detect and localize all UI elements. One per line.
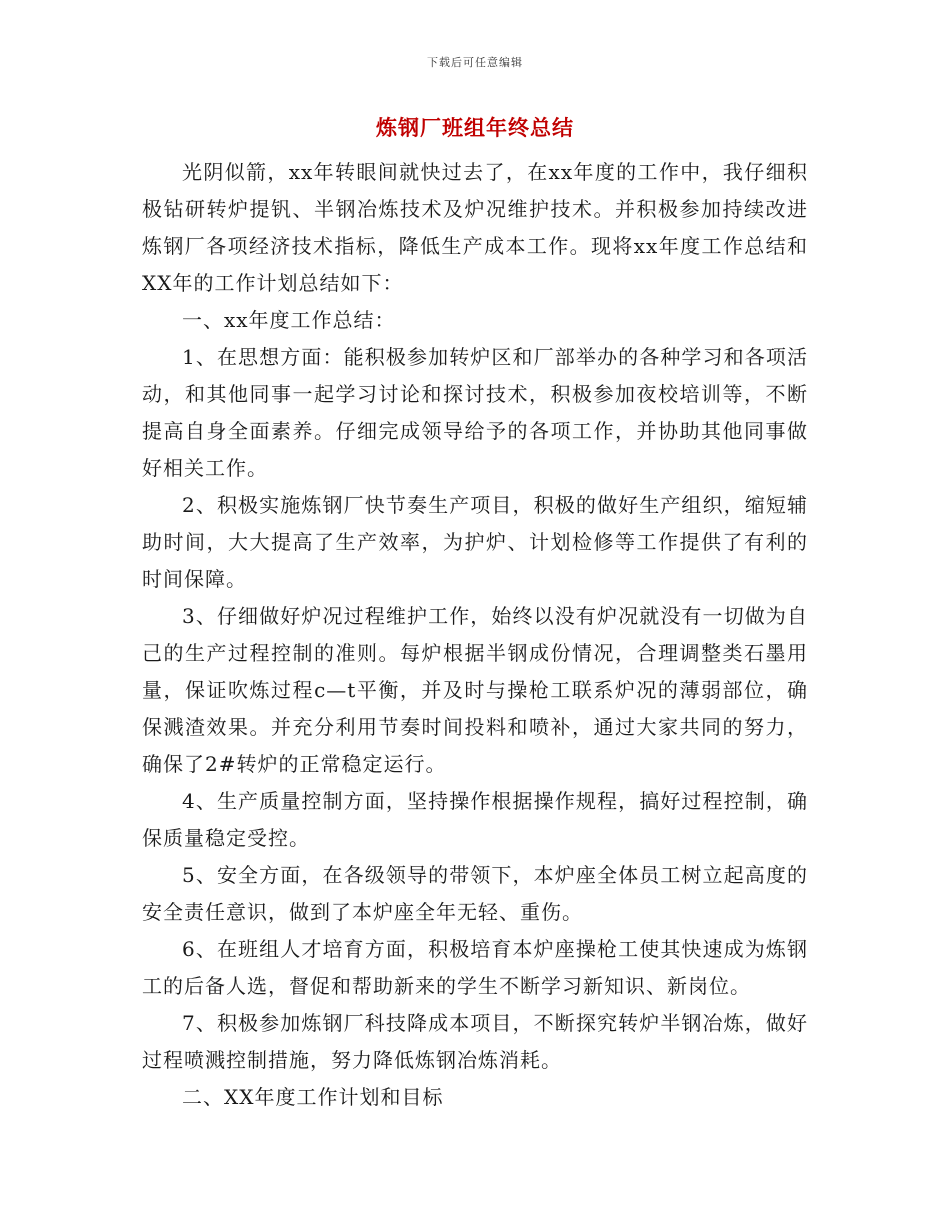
- document-title: 炼钢厂班组年终总结: [376, 115, 574, 140]
- document-body: [142, 154, 808, 1116]
- paragraph-intro: 光阴似箭，xx年转眼间就快过去了，在xx年度的工作中，我仔细积极钻研转炉提钒、半钢冶炼技术及炉况维护技术。并积极参加持续改进炼钢厂各项经济技术指标，降低生产成本工作。现将xx年度工作总结和XX年的工作计划总结如下：: [142, 160, 808, 295]
- paragraph-item-1: 1、在思想方面：能积极参加转炉区和厂部举办的各种学习和各项活动，和其他同事一起学习讨论和探讨技术，积极参加夜校培训等，不断提高自身全面素养。仔细完成领导给予的各项工作，并协助其他同事做好相关工作。: [142, 345, 808, 480]
- section-heading-summary: 一、xx年度工作总结：: [182, 308, 396, 332]
- paragraph-item-5: 5、安全方面，在各级领导的带领下，本炉座全体员工树立起高度的安全责任意识，做到了本炉座全年无轻、重伤。: [142, 863, 808, 924]
- paragraph-item-3: 3、仔细做好炉况过程维护工作，始终以没有炉况就没有一切做为自己的生产过程控制的准则。每炉根据半钢成份情况，合理调整类石墨用量，保证吹炼过程c—t平衡，并及时与操枪工联系炉况的薄弱部位，确保溅渣效果。并充分利用节奏时间投料和喷补，通过大家共同的努力，确保了2#转炉的正常稳定运行。: [142, 604, 808, 776]
- paragraph-item-6: 6、在班组人才培育方面，积极培育本炉座操枪工使其快速成为炼钢工的后备人选，督促和帮助新来的学生不断学习新知识、新岗位。: [142, 937, 808, 998]
- paragraph-item-4: 4、生产质量控制方面，坚持操作根据操作规程，搞好过程控制，确保质量稳定受控。: [142, 789, 808, 850]
- header-note: 下载后可任意编辑: [427, 56, 523, 69]
- section-heading-plan: 二、XX年度工作计划和目标: [182, 1085, 444, 1109]
- paragraph-item-7: 7、积极参加炼钢厂科技降成本项目，不断探究转炉半钢冶炼，做好过程喷溅控制措施，努力降低炼钢冶炼消耗。: [142, 1011, 808, 1072]
- paragraph-item-2: 2、积极实施炼钢厂快节奏生产项目，积极的做好生产组织，缩短辅助时间，大大提高了生产效率，为护炉、计划检修等工作提供了有利的时间保障。: [142, 493, 808, 591]
